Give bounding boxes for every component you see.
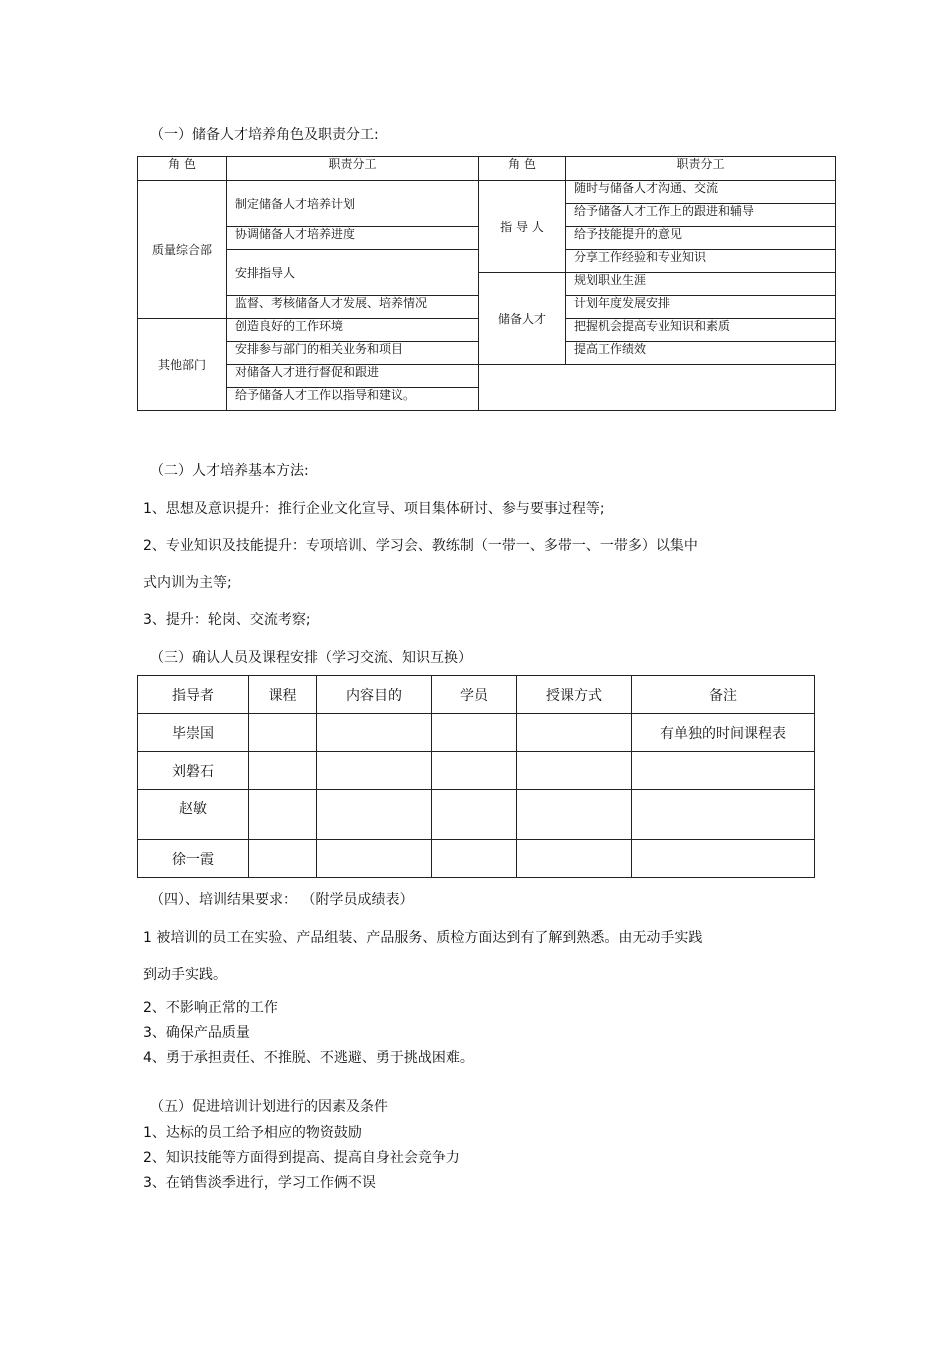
table-row xyxy=(138,840,815,878)
mentor-cell: 毕崇国 xyxy=(138,714,249,752)
table-row xyxy=(138,752,815,790)
roles-table xyxy=(137,156,836,411)
duty-cell: 给予储备人才工作上的跟进和辅导 xyxy=(566,204,836,227)
duty-cell: 随时与储备人才沟通、交流 xyxy=(566,181,836,204)
duty-cell: 对储备人才进行督促和跟进 xyxy=(227,365,479,388)
duty-cell: 制定储备人才培养计划 xyxy=(227,181,479,227)
table-header-row xyxy=(138,676,815,714)
table-cell xyxy=(249,840,317,878)
header-role: 角 色 xyxy=(138,157,227,181)
header-cell: 课程 xyxy=(249,676,317,714)
section1-title: （一）储备人才培养角色及职责分工: xyxy=(150,127,379,143)
duty-cell: 规划职业生涯 xyxy=(566,273,836,296)
section3-title: （三）确认人员及课程安排（学习交流、知识互换） xyxy=(150,650,472,666)
duty-cell: 给予技能提升的意见 xyxy=(566,227,836,250)
table-cell xyxy=(517,790,632,840)
table-cell xyxy=(517,840,632,878)
header-duty: 职责分工 xyxy=(566,157,836,181)
paragraph: 2、不影响正常的工作 xyxy=(143,1000,278,1016)
table-cell xyxy=(517,714,632,752)
mentor-cell: 赵敏 xyxy=(138,790,249,840)
table-cell xyxy=(432,840,517,878)
header-cell: 学员 xyxy=(432,676,517,714)
duty-cell: 监督、考核储备人才发展、培养情况 xyxy=(227,296,479,319)
duty-cell: 安排参与部门的相关业务和项目 xyxy=(227,342,479,365)
role-cell: 指 导 人 xyxy=(479,181,566,273)
section4-title: （四）、培训结果要求： （附学员成绩表） xyxy=(150,892,414,908)
duty-cell: 分享工作经验和专业知识 xyxy=(566,250,836,273)
section2-title: （二）人才培养基本方法: xyxy=(150,463,309,479)
empty-cell xyxy=(479,365,836,411)
note-cell: 有单独的时间课程表 xyxy=(632,714,815,752)
paragraph: 3、确保产品质量 xyxy=(143,1025,250,1041)
table-cell xyxy=(317,840,432,878)
table-row xyxy=(138,714,815,752)
paragraph: 2、专业知识及技能提升：专项培训、学习会、教练制（一带一、多带一、一带多）以集中 xyxy=(143,538,698,554)
role-cell: 质量综合部 xyxy=(138,181,227,319)
paragraph: 3、提升：轮岗、交流考察; xyxy=(143,612,311,628)
note-cell xyxy=(632,752,815,790)
duty-cell: 给予储备人才工作以指导和建议。 xyxy=(227,388,479,411)
table-cell xyxy=(249,790,317,840)
paragraph: 1、思想及意识提升：推行企业文化宣导、项目集体研讨、参与要事过程等; xyxy=(143,501,605,517)
duty-cell: 创造良好的工作环境 xyxy=(227,319,479,342)
paragraph: 到动手实践。 xyxy=(143,967,227,983)
duty-cell: 提高工作绩效 xyxy=(566,342,836,365)
table-cell xyxy=(317,752,432,790)
table-row xyxy=(138,365,836,388)
paragraph: 4、勇于承担责任、不推脱、不逃避、勇于挑战困难。 xyxy=(143,1050,474,1066)
table-row xyxy=(138,790,815,840)
table-row xyxy=(138,181,836,204)
table-cell xyxy=(517,752,632,790)
role-cell: 其他部门 xyxy=(138,319,227,411)
duty-cell: 安排指导人 xyxy=(227,250,479,296)
mentor-cell: 徐一霞 xyxy=(138,840,249,878)
header-duty: 职责分工 xyxy=(227,157,479,181)
table-header-row xyxy=(138,157,836,181)
table-cell xyxy=(317,790,432,840)
duty-cell: 计划年度发展安排 xyxy=(566,296,836,319)
paragraph: 3、在销售淡季进行，学习工作俩不误 xyxy=(143,1175,376,1191)
note-cell xyxy=(632,840,815,878)
header-role: 角 色 xyxy=(479,157,566,181)
table-cell xyxy=(432,752,517,790)
header-cell: 内容目的 xyxy=(317,676,432,714)
duty-cell: 协调储备人才培养进度 xyxy=(227,227,479,250)
course-table xyxy=(137,675,815,878)
duty-cell: 把握机会提高专业知识和素质 xyxy=(566,319,836,342)
note-cell xyxy=(632,790,815,840)
table-cell xyxy=(249,714,317,752)
mentor-cell: 刘磐石 xyxy=(138,752,249,790)
paragraph: 2、知识技能等方面得到提高、提高自身社会竞争力 xyxy=(143,1150,460,1166)
paragraph: 式内训为主等; xyxy=(143,575,232,591)
table-cell xyxy=(432,790,517,840)
header-cell: 指导者 xyxy=(138,676,249,714)
table-cell xyxy=(317,714,432,752)
paragraph: 1 被培训的员工在实验、产品组装、产品服务、质检方面达到有了解到熟悉。由无动手实践 xyxy=(143,930,703,946)
section5-title: （五）促进培训计划进行的因素及条件 xyxy=(150,1099,388,1115)
header-cell: 授课方式 xyxy=(517,676,632,714)
role-cell: 储备人才 xyxy=(479,273,566,365)
header-cell: 备注 xyxy=(632,676,815,714)
table-cell xyxy=(432,714,517,752)
paragraph: 1、达标的员工给予相应的物资鼓励 xyxy=(143,1125,362,1141)
table-cell xyxy=(249,752,317,790)
